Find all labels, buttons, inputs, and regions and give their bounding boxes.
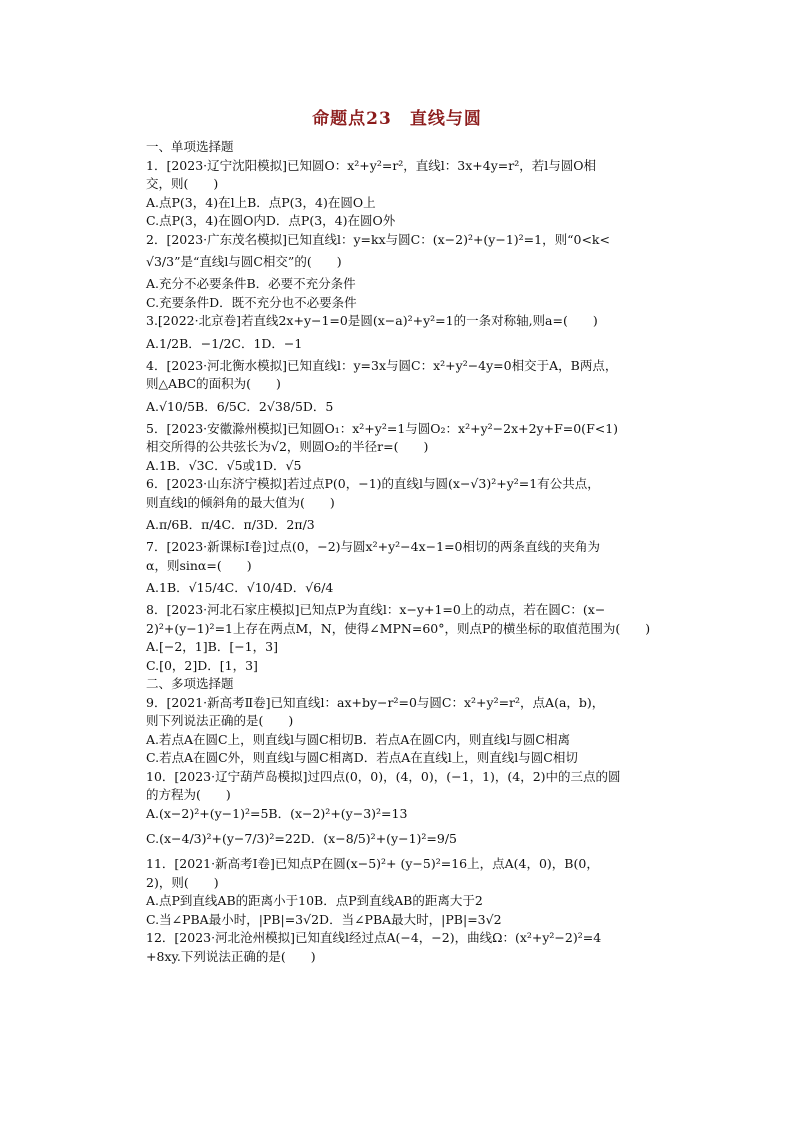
problem-10-options-ab: A.(x−2)²+(y−1)²=5B．(x−2)²+(y−3)²=13 bbox=[146, 805, 408, 821]
problem-12-line-2: +8xy.下列说法正确的是( ) bbox=[146, 948, 316, 964]
problem-9-options-ab: A.若点A在圆C上，则直线l与圆C相切B．若点A在圆C内，则直线l与圆C相离 bbox=[146, 731, 570, 747]
problem-5-options: A.1B．√3C．√5或1D．√5 bbox=[146, 457, 302, 473]
problem-9-line-1: 9．[2021·新高考Ⅱ卷]已知直线l：ax+by−r²=0与圆C：x²+y²=r²，点A(a，b)， bbox=[146, 694, 605, 710]
problem-9-line-2: 则下列说法正确的是( ) bbox=[146, 713, 294, 728]
problem-list bbox=[146, 138, 686, 966]
problem-11-line-2: 2)，则( ) bbox=[146, 874, 219, 890]
problem-4-options: A.√10/5B．6/5C．2√38/5D．5 bbox=[146, 398, 334, 414]
problem-7-line-2: α，则sinα=( ) bbox=[146, 557, 252, 573]
problem-7-line-1: 7．[2023·新课标Ⅰ卷]过点(0，−2)与圆x²+y²−4x−1=0相切的两条直线的夹角为 bbox=[146, 539, 600, 554]
problem-8-options-cd: C.[0，2]D．[1，3] bbox=[146, 657, 258, 673]
problem-10-line-1: 10．[2023·辽宁葫芦岛模拟]过四点(0，0)，(4，0)，(−1，1)，(4，2)中的三点的圆 bbox=[146, 768, 621, 784]
problem-10-options-cd: C.(x−4/3)²+(y−7/3)²=22D．(x−8/5)²+(y−1)²=9/5 bbox=[146, 831, 458, 846]
problem-4-line-2: 则△ABC的面积为( ) bbox=[146, 376, 281, 391]
problem-8-line-2: 2)²+(y−1)²=1上存在两点M，N，使得∠MPN=60°，则点P的横坐标的取值范围为( ) bbox=[146, 620, 651, 636]
problem-5-line-1: 5．[2023·安徽滁州模拟]已知圆O₁：x²+y²=1与圆O₂：x²+y²−2x+2y+F=0(F<1) bbox=[146, 420, 619, 436]
problem-11-options-ab: A.点P到直线AB的距离小于10B．点P到直线AB的距离大于2 bbox=[146, 893, 483, 908]
problem-6-options: A.π/6B．π/4C．π/3D．2π/3 bbox=[146, 517, 315, 532]
section-heading-multi: 二、多项选择题 bbox=[146, 676, 234, 691]
problem-6-line-2: 则直线l的倾斜角的最大值为( ) bbox=[146, 494, 335, 510]
problem-4-line-1: 4．[2023·河北衡水模拟]已知直线l：y=3x与圆C：x²+y²−4y=0相交于A，B两点， bbox=[146, 357, 618, 373]
page-title: 命题点23 直线与圆 bbox=[312, 109, 482, 129]
problem-3-line-1: 3.[2022·北京卷]若直线2x+y−1=0是圆(x−a)²+y²=1的一条对称轴,则a=( ) bbox=[146, 313, 598, 328]
problem-9-options-cd: C.若点A在圆C外，则直线l与圆C相离D．若点A在直线l上，则直线l与圆C相切 bbox=[146, 750, 578, 765]
problem-7-options: A.1B．√15/4C．√10/4D．√6/4 bbox=[146, 580, 334, 595]
problem-1-line-1: 1．[2023·辽宁沈阳模拟]已知圆O：x²+y²=r²，直线l：3x+4y=r²，若l与圆O相 bbox=[146, 157, 597, 173]
problem-5-line-2: 相交所得的公共弦长为√2，则圆O₂的半径r=( ) bbox=[146, 439, 429, 454]
problem-11-options-cd: C.当∠PBA最小时，|PB|=3√2D．当∠PBA最大时，|PB|=3√2 bbox=[146, 911, 502, 927]
problem-11-line-1: 11．[2021·新高考Ⅰ卷]已知点P在圆(x−5)²+ (y−5)²=16上，点A(4，0)，B(0， bbox=[146, 856, 599, 871]
problem-2-options-ab: A.充分不必要条件B．必要不充分条件 bbox=[146, 276, 356, 291]
problem-10-line-2: 的方程为( ) bbox=[146, 787, 231, 802]
problem-1-line-2: 交，则( ) bbox=[146, 176, 219, 191]
section-heading-single: 一、单项选择题 bbox=[146, 139, 234, 154]
problem-8-line-1: 8．[2023·河北石家庄模拟]已知点P为直线l：x−y+1=0上的动点，若在圆C：(x− bbox=[146, 602, 606, 617]
problem-2-line-2: √3/3”是“直线l与圆C相交”的( ) bbox=[146, 254, 342, 269]
problem-6-line-1: 6．[2023·山东济宁模拟]若过点P(0，−1)的直线l与圆(x−√3)²+y²=1有公共点， bbox=[146, 476, 600, 491]
problem-12-line-1: 12．[2023·河北沧州模拟]已知直线l经过点A(−4，−2)，曲线Ω：(x²+y²−2)²=4 bbox=[146, 930, 602, 945]
problem-2-options-cd: C.充要条件D．既不充分也不必要条件 bbox=[146, 294, 357, 310]
problem-8-options-ab: A.[−2，1]B．[−1，3] bbox=[146, 639, 278, 654]
problem-1-options-ab: A.点P(3，4)在l上B．点P(3，4)在圆O上 bbox=[146, 194, 376, 210]
problem-2-line-1: 2．[2023·广东茂名模拟]已知直线l：y=kx与圆C：(x−2)²+(y−1)²=1，则“0<k< bbox=[146, 231, 610, 247]
problem-3-options: A.1/2B．−1/2C．1D．−1 bbox=[146, 335, 303, 351]
problem-1-options-cd: C.点P(3，4)在圆O内D．点P(3，4)在圆O外 bbox=[146, 213, 396, 228]
